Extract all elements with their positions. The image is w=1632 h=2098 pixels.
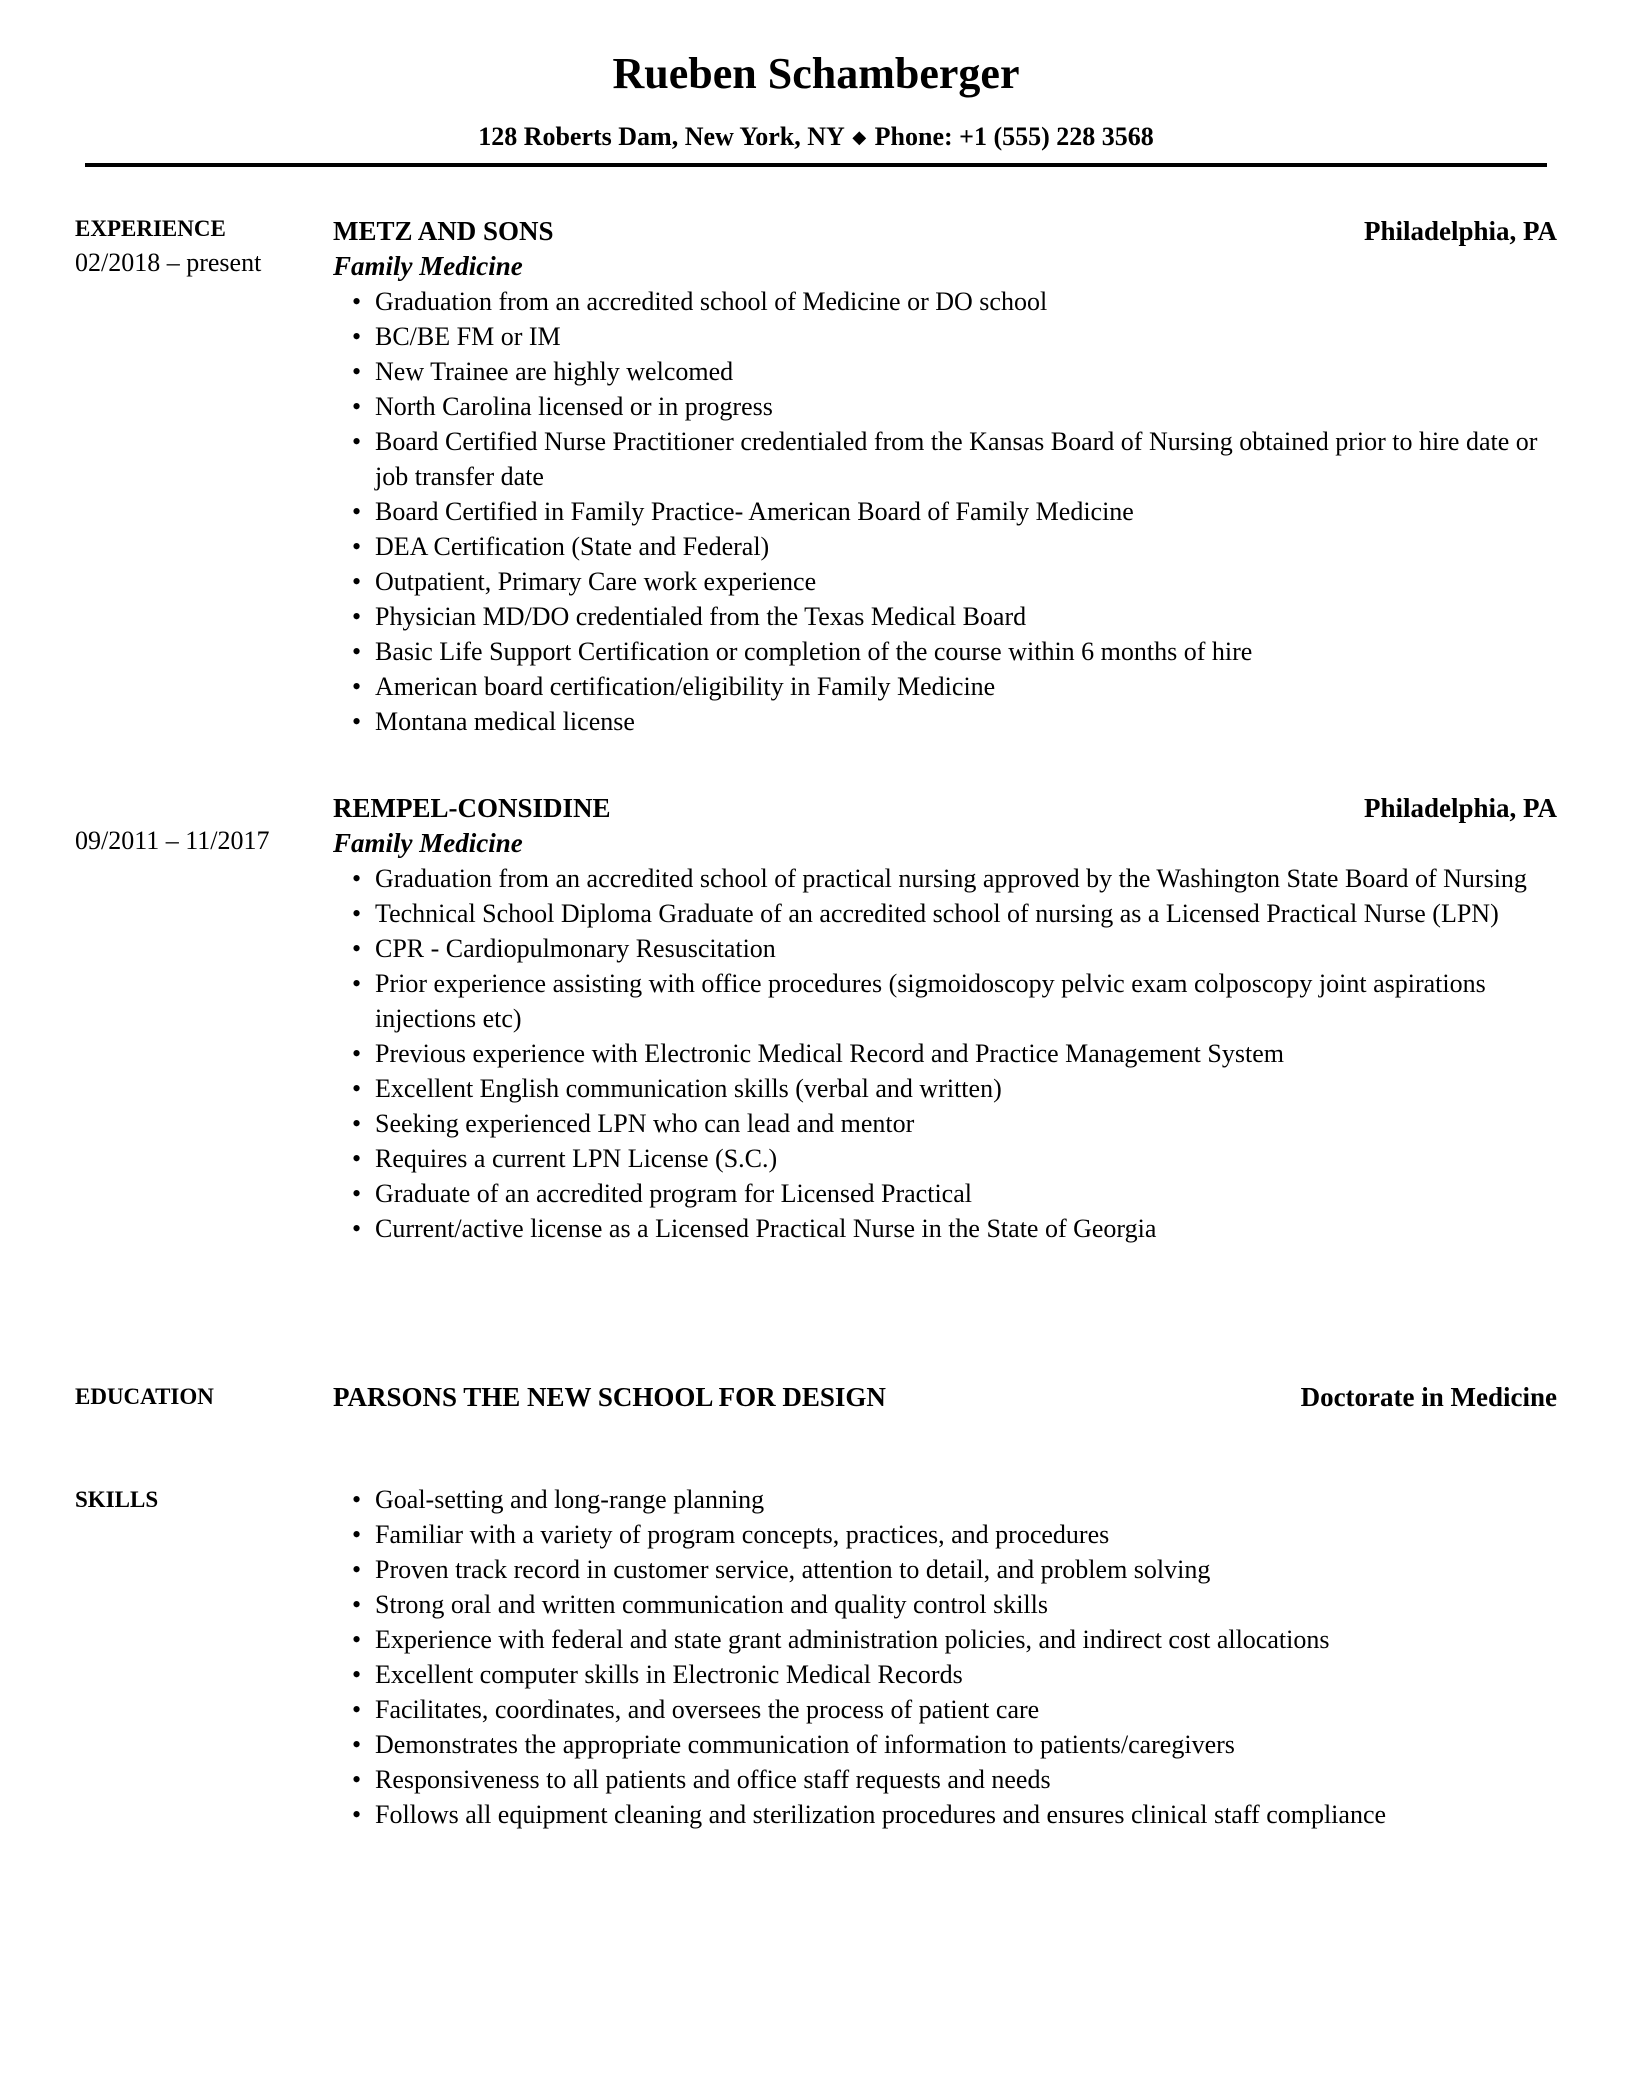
diamond-separator-icon: ◆ <box>852 127 867 147</box>
bullet-item: • Graduation from an accredited school of practical nursing approved by the Washington State Board of Nursing <box>375 861 1557 896</box>
bullet-item: • Board Certified in Family Practice- American Board of Family Medicine <box>375 494 1557 529</box>
bullet-item: • Physician MD/DO credentialed from the Texas Medical Board <box>375 599 1557 634</box>
bullet-item: • Responsiveness to all patients and office staff requests and needs <box>375 1762 1557 1797</box>
bullet-item: • North Carolina licensed or in progress <box>375 389 1557 424</box>
job-title: Family Medicine <box>333 251 523 281</box>
bullet-item: • New Trainee are highly welcomed <box>375 354 1557 389</box>
company-name: METZ AND SONS <box>333 216 554 246</box>
bullet-item: • Basic Life Support Certification or completion of the course within 6 months of hire <box>375 634 1557 669</box>
job-location: Philadelphia, PA <box>1363 793 1557 823</box>
bullet-item: • Graduate of an accredited program for Licensed Practical <box>375 1176 1557 1211</box>
bullet-item: • Current/active license as a Licensed Practical Nurse in the State of Georgia <box>375 1211 1557 1246</box>
job-entry <box>333 214 1557 739</box>
bullet-item: • Demonstrates the appropriate communication of information to patients/caregivers <box>375 1727 1557 1762</box>
job-title: Family Medicine <box>333 828 523 858</box>
bullet-item: • Prior experience assisting with office procedures (sigmoidoscopy pelvic exam colposcopy joint aspirations injections etc) <box>375 966 1557 1036</box>
bullet-item: • Previous experience with Electronic Medical Record and Practice Management System <box>375 1036 1557 1071</box>
school-name: PARSONS THE NEW SCHOOL FOR DESIGN <box>333 1382 886 1412</box>
bullet-item: • Outpatient, Primary Care work experience <box>375 564 1557 599</box>
bullet-item: • Requires a current LPN License (S.C.) <box>375 1141 1557 1176</box>
header-divider <box>85 163 1547 167</box>
bullet-item: • Facilitates, coordinates, and oversees the process of patient care <box>375 1692 1557 1727</box>
job-entry <box>333 791 1557 1246</box>
bullet-item: • Technical School Diploma Graduate of an accredited school of nursing as a Licensed Practical Nurse (LPN) <box>375 896 1557 931</box>
skills-list <box>333 1482 1557 1832</box>
bullet-item: • Excellent computer skills in Electronic Medical Records <box>375 1657 1557 1692</box>
degree: Doctorate in Medicine <box>1300 1382 1557 1412</box>
address: 128 Roberts Dam, New York, NY <box>478 122 844 151</box>
job-header <box>333 214 1557 249</box>
section-label-skills: SKILLS <box>75 1487 159 1512</box>
education-header <box>333 1380 1557 1415</box>
phone: Phone: +1 (555) 228 3568 <box>874 122 1154 151</box>
section-label-experience: EXPERIENCE <box>75 216 226 241</box>
job-location: Philadelphia, PA <box>1363 216 1557 246</box>
job-header <box>333 791 1557 826</box>
skills-entry <box>333 1482 1557 1832</box>
bullet-item: • Strong oral and written communication and quality control skills <box>375 1587 1557 1622</box>
bullet-item: • DEA Certification (State and Federal) <box>375 529 1557 564</box>
bullet-item: • CPR - Cardiopulmonary Resuscitation <box>375 931 1557 966</box>
job-dates: 02/2018 – present <box>75 248 262 277</box>
section-label-education: EDUCATION <box>75 1384 214 1409</box>
job-bullets <box>333 861 1557 1246</box>
bullet-item: • BC/BE FM or IM <box>375 319 1557 354</box>
bullet-item: • Familiar with a variety of program concepts, practices, and procedures <box>375 1517 1557 1552</box>
contact-line <box>0 122 1632 152</box>
bullet-item: • Proven track record in customer service, attention to detail, and problem solving <box>375 1552 1557 1587</box>
bullet-item: • Goal-setting and long-range planning <box>375 1482 1557 1517</box>
job-bullets <box>333 284 1557 739</box>
bullet-item: • American board certification/eligibility in Family Medicine <box>375 669 1557 704</box>
bullet-item: • Montana medical license <box>375 704 1557 739</box>
bullet-item: • Board Certified Nurse Practitioner credentialed from the Kansas Board of Nursing obtained prior to hire date or job transfer date <box>375 424 1557 494</box>
education-entry <box>333 1380 1557 1415</box>
job-dates: 09/2011 – 11/2017 <box>75 826 270 855</box>
bullet-item: • Experience with federal and state grant administration policies, and indirect cost allocations <box>375 1622 1557 1657</box>
bullet-item: • Excellent English communication skills (verbal and written) <box>375 1071 1557 1106</box>
bullet-item: • Seeking experienced LPN who can lead and mentor <box>375 1106 1557 1141</box>
candidate-name: Rueben Schamberger <box>612 49 1020 98</box>
bullet-item: • Graduation from an accredited school of Medicine or DO school <box>375 284 1557 319</box>
bullet-item: • Follows all equipment cleaning and sterilization procedures and ensures clinical staff compliance <box>375 1797 1557 1832</box>
company-name: REMPEL-CONSIDINE <box>333 793 611 823</box>
